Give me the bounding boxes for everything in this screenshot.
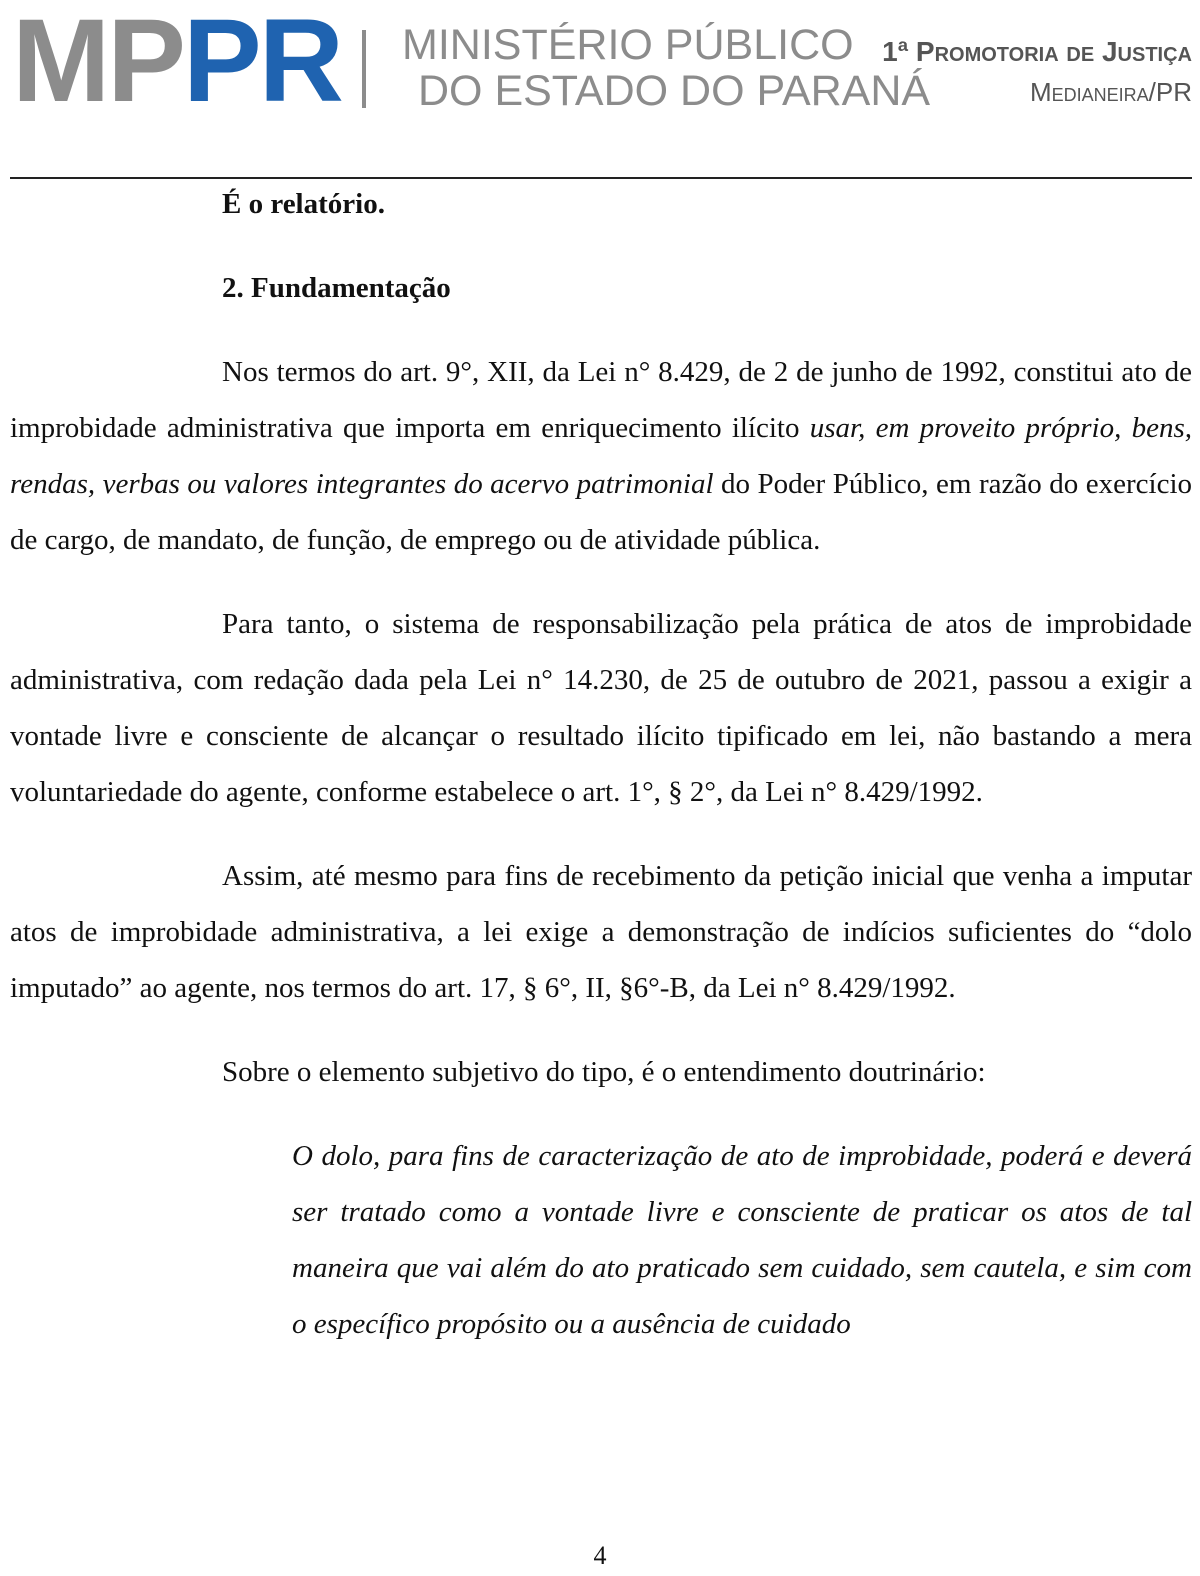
document-body xyxy=(10,176,1192,1352)
paragraph-2: Para tanto, o sistema de responsabilização pela prática de atos de improbidade administrativa, com redação dada pela Lei n° 14.230, de 25 de outubro de 2021, passou a exigir a vontade livre e consciente de alcançar o resultado ilícito tipificado em lei, não bastando a mera voluntariedade do agente, conforme estabelece o art. 1°, § 2°, da Lei n° 8.429/1992. xyxy=(10,608,1192,808)
page-header xyxy=(0,0,1200,180)
paragraph-4: Sobre o elemento subjetivo do tipo, é o entendimento doutrinário: xyxy=(222,1056,986,1088)
logo-text-mp: MP xyxy=(12,0,183,127)
paragraph-1-italic: usar, em proveito próprio, bens, rendas, verbas ou valores integrantes do acervo patrimonial xyxy=(10,412,1192,500)
paragraph-3: Assim, até mesmo para fins de recebimento da petição inicial que venha a imputar atos de improbidade administrativa, a lei exige a demonstração de indícios suficientes do “dolo imputado” ao agente, nos termos do art. 17, § 6°, II, §6°-B, da Lei n° 8.429/1992. xyxy=(10,860,1192,1004)
paragraph-1-text-b: do Poder Público, em razão do exercício de cargo, de mandato, de função, de emprego ou de atividade pública. xyxy=(10,468,1192,556)
report-end-heading: É o relatório. xyxy=(222,188,385,220)
institution-line-2: DO ESTADO DO PARANÁ xyxy=(418,67,931,115)
doctrine-quote: O dolo, para fins de caracterização de ato de improbidade, poderá e deverá ser tratado como a vontade livre e consciente de praticar os atos de tal maneira que vai além do ato praticado sem cuidado, sem cautela, e sim com o específico propósito ou a ausência de cuidado xyxy=(292,1140,1192,1340)
section-title: 2. Fundamentação xyxy=(222,272,451,304)
paragraph-1 xyxy=(10,344,1192,568)
paragraph-1-text-a: Nos termos do art. 9°, XII, da Lei n° 8.429, de 2 de junho de 1992, constitui ato de improbidade administrativa que importa em enriquecimento ilícito xyxy=(10,356,1192,444)
office-line-1: 1ª Promotoria de Justiça xyxy=(882,36,1192,67)
office-line-2: Medianeira/PR xyxy=(1029,77,1192,107)
institution-name xyxy=(402,22,930,114)
institution-line-1: MINISTÉRIO PÚBLICO xyxy=(402,21,854,69)
logo-text-pr: PR xyxy=(183,0,341,127)
mppr-logo xyxy=(12,0,341,127)
page-number: 4 xyxy=(593,1541,607,1570)
logo-divider xyxy=(362,30,366,108)
office-name xyxy=(882,34,1192,112)
